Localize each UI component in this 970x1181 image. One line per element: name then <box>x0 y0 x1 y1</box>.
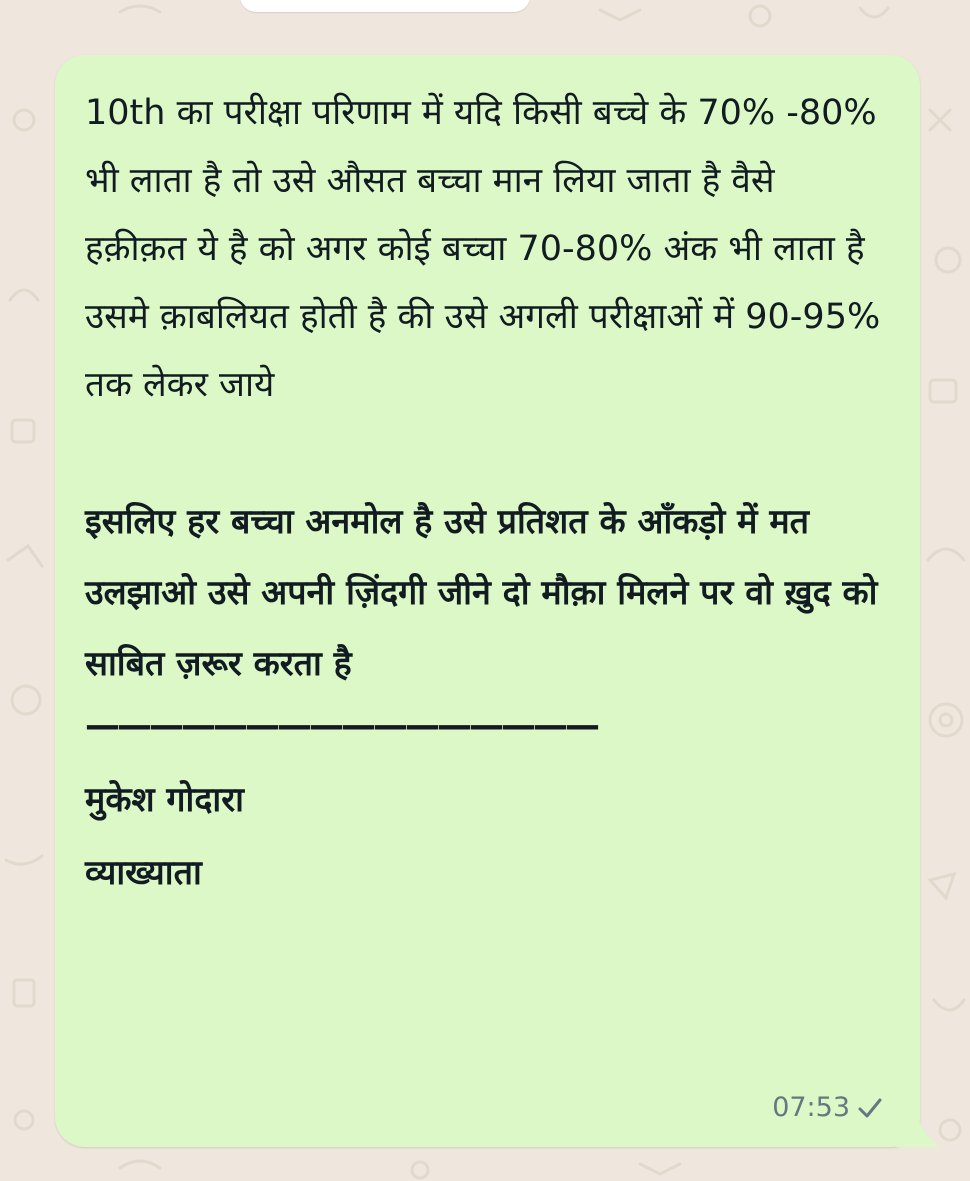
signature-divider: ———————————————— <box>85 706 597 746</box>
message-timestamp: 07:53 <box>772 1092 850 1123</box>
bubble-tail <box>896 1103 940 1147</box>
date-chip <box>240 0 530 12</box>
signature-name: मुकेश गोदारा <box>85 780 244 820</box>
single-check-icon <box>856 1094 884 1122</box>
signature-title: व्याख्याता <box>85 853 202 893</box>
blank-line <box>85 419 885 487</box>
message-meta <box>772 1092 884 1123</box>
message-paragraph-1: 10th का परीक्षा परिणाम में यदि किसी बच्चे के 70% -80% भी लाता है तो उसे औसत बच्चा मान लिया जाता है वैसे हक़ीक़त ये है को अगर कोई बच्चा 70-80% अंक भी लाता है उसमे क़ाबलियत होती है की उसे अगली परीक्षाओं में 90-95% तक लेकर जाये <box>85 93 881 405</box>
message-bubble[interactable] <box>55 55 920 1147</box>
message-body <box>85 79 885 910</box>
signature-block <box>85 764 885 910</box>
message-paragraph-2: इसलिए हर बच्चा अनमोल है उसे प्रतिशत के आँकड़ो में मत उलझाओ उसे अपनी ज़िंदगी जीने दो मौक़ा मिलने पर वो ख़ुद को साबित ज़रूर करता है <box>85 502 878 684</box>
